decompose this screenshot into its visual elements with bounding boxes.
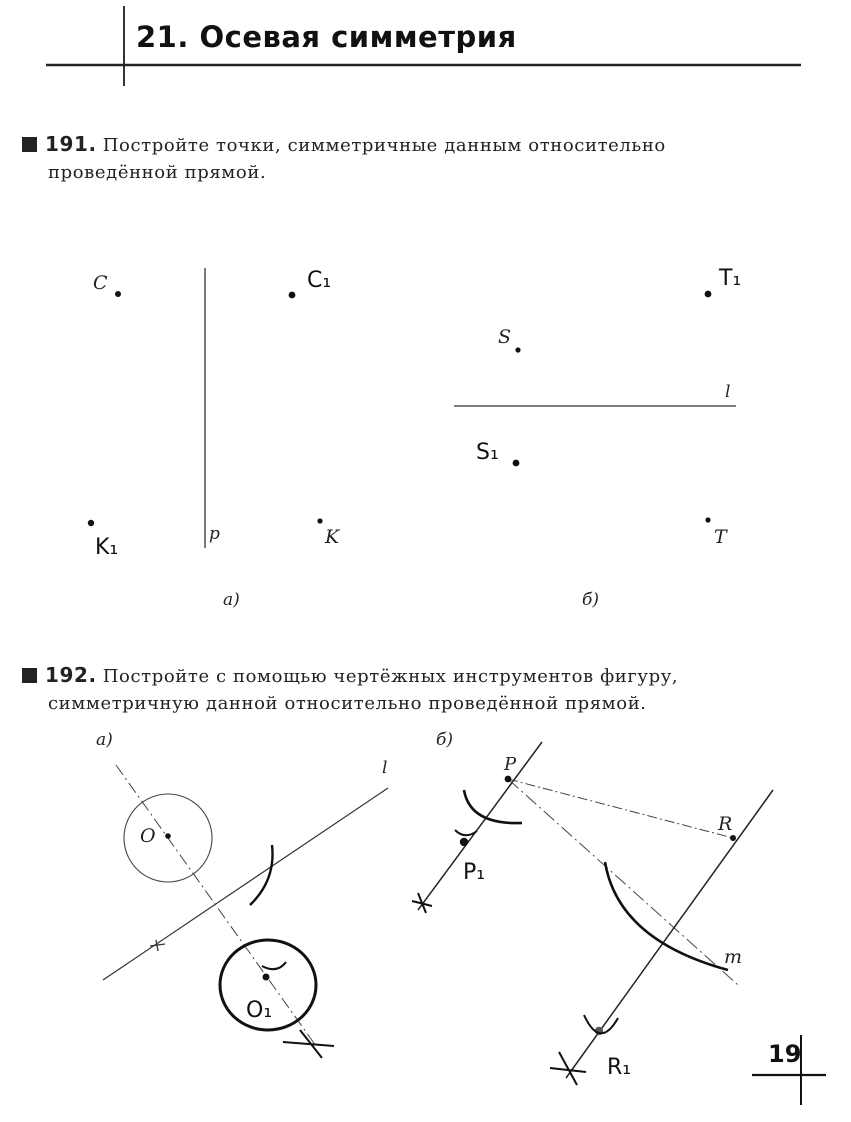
task-192-line2: симметричную данной относительно проведённой прямой. [48, 693, 647, 714]
point-T [705, 517, 710, 522]
label-T1: T₁ [719, 266, 742, 291]
label-l: l [725, 382, 731, 402]
label-R1: R₁ [607, 1055, 632, 1080]
axis-line-m [508, 779, 738, 985]
label-S1: S₁ [476, 440, 499, 465]
axis-line-l2 [103, 788, 388, 980]
task-192-line1: Постройте с помощью чертёжных инструментов фигуру, [102, 666, 679, 687]
point-O1 [263, 974, 270, 981]
compass-arc [250, 845, 273, 905]
segment-PR [508, 779, 733, 838]
caption-191b: б) [582, 590, 600, 610]
label-l2: l [382, 758, 388, 778]
point-K [317, 518, 322, 523]
perpendicular-R [566, 790, 773, 1078]
point-O [165, 833, 171, 839]
point-S1 [513, 460, 520, 467]
label-O1: O₁ [246, 998, 273, 1023]
point-C [115, 291, 121, 297]
point-R [730, 835, 736, 841]
task-191-line1: Постройте точки, симметричные данным относительно [102, 135, 666, 156]
label-P: P [504, 754, 517, 775]
label-T: T [714, 526, 727, 548]
tick-mark [150, 940, 165, 951]
task-191-number: 191. [45, 132, 97, 156]
label-O: O [140, 825, 156, 847]
label-K1: K₁ [95, 535, 119, 560]
page-title: 21. Осевая симметрия [136, 20, 517, 54]
point-C1 [289, 292, 296, 299]
compass-arc [262, 962, 286, 969]
task-191-line2: проведённой прямой. [48, 162, 267, 183]
label-C1: C₁ [307, 268, 332, 293]
point-K1 [88, 520, 94, 526]
label-K: K [325, 526, 340, 548]
caption-192a: а) [96, 730, 113, 750]
label-C: C [93, 272, 108, 294]
cross-mark [283, 1030, 334, 1058]
label-p: p [209, 524, 220, 544]
compass-arc [464, 790, 522, 823]
label-P1: P₁ [463, 860, 486, 885]
point-P [505, 776, 512, 783]
task-192-number: 192. [45, 663, 97, 687]
construction-line [116, 765, 316, 1046]
label-S: S [498, 326, 512, 348]
caption-191a: а) [223, 590, 240, 610]
point-T1 [705, 291, 712, 298]
point-S [515, 347, 520, 352]
label-m: m [724, 946, 743, 968]
caption-192b: б) [436, 730, 454, 750]
label-R: R [718, 813, 733, 835]
page-number: 19 [768, 1040, 802, 1068]
point-P1 [460, 838, 468, 846]
